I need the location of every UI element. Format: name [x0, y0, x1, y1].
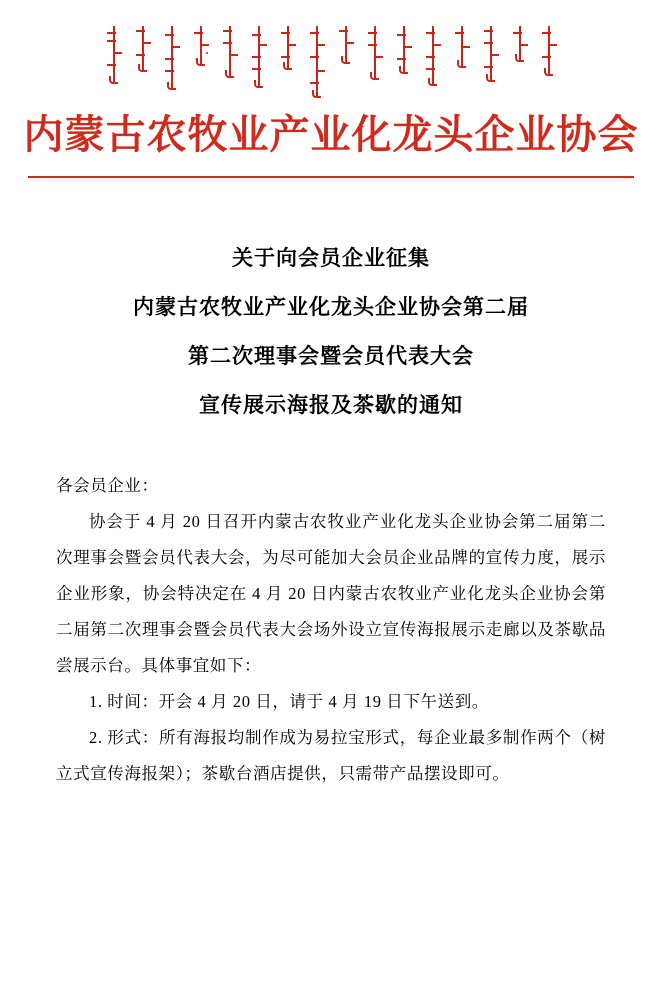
salutation: 各会员企业： [56, 476, 159, 495]
title-line-4: 宣传展示海报及茶歇的通知 [199, 393, 463, 417]
body-paragraph-1: 协会于 4 月 20 日召开内蒙古农牧业产业化龙头企业协会第二届第二次理事会暨会员代表大会，为尽可能加大会员企业品牌的宣传力度，展示企业形象，协会特决定在 4 月 20 日内蒙古农牧业产业化龙头企业协会第二届第二次理事会暨会员代表大会场外设立宣传海报展示走廊以及茶歇品尝展示台。具体事宜如下： [56, 512, 606, 675]
title-line-1: 关于向会员企业征集 [232, 246, 430, 270]
list-item: 1. 时间：开会 4 月 20 日，请于 4 月 19 日下午送到。 [89, 692, 489, 711]
letterhead-divider [28, 176, 634, 178]
organization-title: 内蒙古农牧业产业化龙头企业协会 [23, 112, 639, 157]
mongolian-script-header [0, 26, 662, 104]
document-title [0, 234, 662, 430]
list-item: 2. 形式：所有海报均制作成为易拉宝形式，每企业最多制作两个（树立式宣传海报架）；茶歇台酒店提供，只需带产品摆设即可。 [56, 728, 606, 783]
letterhead [0, 0, 662, 178]
document-body [56, 468, 606, 792]
divider-line [28, 176, 634, 178]
title-line-3: 第二次理事会暨会员代表大会 [188, 344, 474, 368]
title-line-2: 内蒙古农牧业产业化龙头企业协会第二届 [133, 295, 529, 319]
